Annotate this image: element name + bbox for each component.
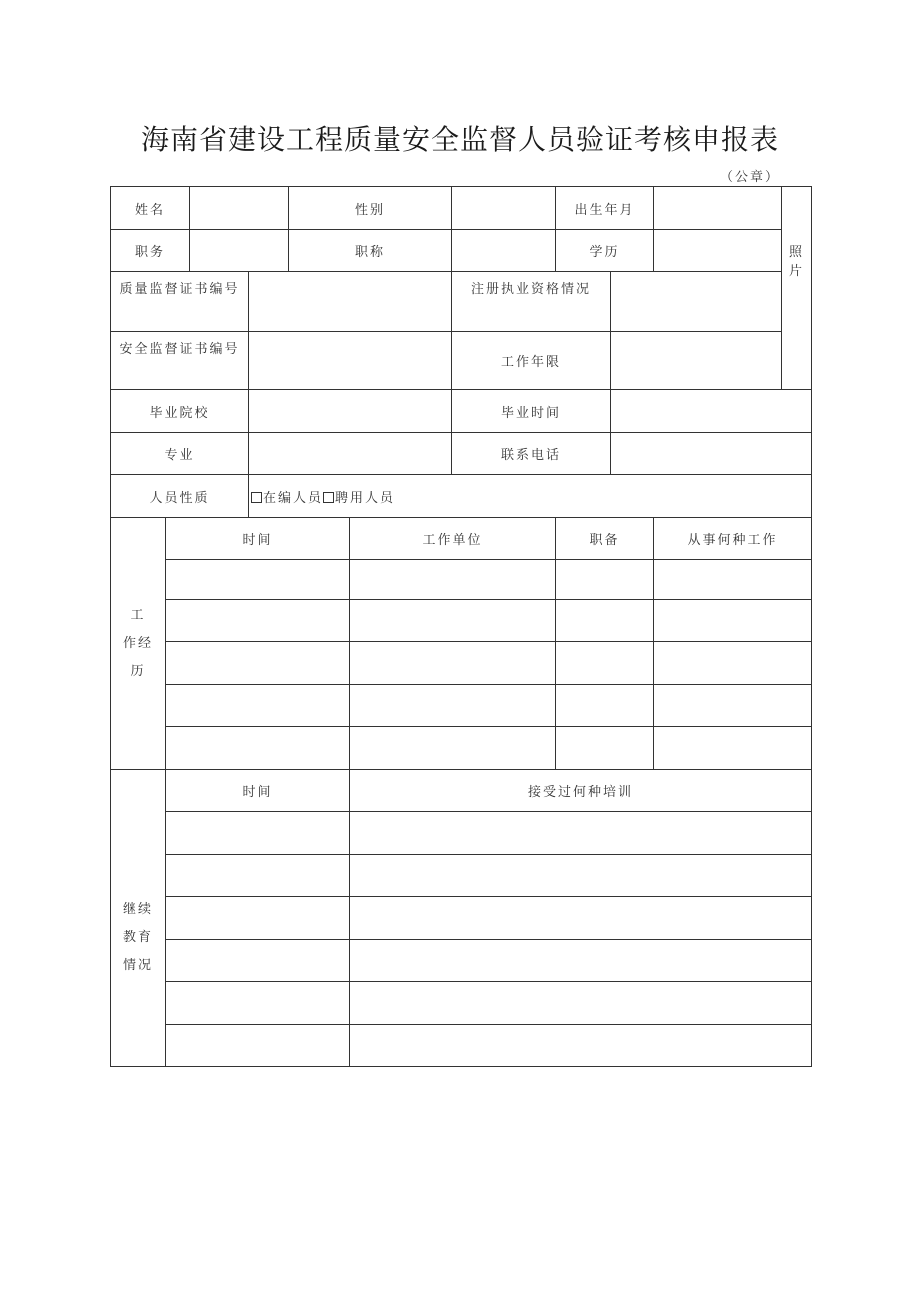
work-cell-employer[interactable] <box>350 560 556 600</box>
education-row <box>111 982 812 1025</box>
work-cell-duty[interactable] <box>556 600 654 642</box>
edu-cell-training[interactable] <box>350 940 812 982</box>
education-row <box>111 897 812 940</box>
birth-field[interactable] <box>654 187 782 230</box>
work-cell-role[interactable] <box>654 560 812 600</box>
work-cell-time[interactable] <box>166 727 350 770</box>
edu-header-training: 接受过何种培训 <box>350 770 812 812</box>
work-cell-time[interactable] <box>166 560 350 600</box>
photo-label: 照片 <box>789 245 805 279</box>
work-history-row <box>111 727 812 770</box>
position-field[interactable] <box>190 230 289 272</box>
work-cell-role[interactable] <box>654 642 812 685</box>
row-staff-type <box>111 475 812 518</box>
name-field[interactable] <box>190 187 289 230</box>
edu-cell-training[interactable] <box>350 897 812 940</box>
work-history-row <box>111 685 812 727</box>
work-history-header <box>111 518 812 560</box>
work-header-employer: 工作单位 <box>350 518 556 560</box>
work-cell-employer[interactable] <box>350 600 556 642</box>
row-position <box>111 230 812 272</box>
work-cell-duty[interactable] <box>556 727 654 770</box>
page-title: 海南省建设工程质量安全监督人员验证考核申报表 <box>140 123 779 156</box>
name-label: 姓名 <box>111 187 190 230</box>
edu-cell-time[interactable] <box>166 1025 350 1067</box>
work-years-field[interactable] <box>611 332 782 390</box>
gender-field[interactable] <box>452 187 556 230</box>
row-major <box>111 433 812 475</box>
application-form <box>110 186 812 1067</box>
work-cell-time[interactable] <box>166 685 350 727</box>
edu-cell-time[interactable] <box>166 940 350 982</box>
edu-cell-training[interactable] <box>350 812 812 855</box>
work-header-time: 时间 <box>166 518 350 560</box>
row-safety-cert <box>111 332 812 390</box>
work-header-role: 从事何种工作 <box>654 518 812 560</box>
birth-label: 出生年月 <box>556 187 654 230</box>
work-history-char-1: 工 <box>130 607 146 623</box>
work-history-row <box>111 642 812 685</box>
work-cell-time[interactable] <box>166 600 350 642</box>
major-label: 专业 <box>111 433 249 475</box>
job-title-label: 职称 <box>289 230 452 272</box>
education-row <box>111 855 812 897</box>
work-cell-time[interactable] <box>166 642 350 685</box>
major-field[interactable] <box>249 433 452 475</box>
stamp-note: （公章） <box>719 170 780 185</box>
education-row <box>111 1025 812 1067</box>
education-label: 学历 <box>556 230 654 272</box>
work-cell-duty[interactable] <box>556 642 654 685</box>
work-cell-role[interactable] <box>654 727 812 770</box>
school-label: 毕业院校 <box>111 390 249 433</box>
work-cell-duty[interactable] <box>556 685 654 727</box>
education-char-2: 教育 <box>122 930 153 945</box>
edu-cell-training[interactable] <box>350 1025 812 1067</box>
education-row <box>111 940 812 982</box>
option-staff-hired: 聘用人员 <box>335 490 396 506</box>
row-school <box>111 390 812 433</box>
work-history-row <box>111 600 812 642</box>
education-char-3: 情况 <box>122 958 153 973</box>
safety-cert-label: 安全监督证书编号 <box>111 332 249 390</box>
position-label: 职务 <box>111 230 190 272</box>
work-years-label: 工作年限 <box>452 332 611 390</box>
edu-header-time: 时间 <box>166 770 350 812</box>
row-name <box>111 187 812 230</box>
photo-area[interactable] <box>782 187 812 390</box>
option-staff-regular: 在编人员 <box>263 490 324 506</box>
staff-type-label: 人员性质 <box>111 475 249 518</box>
edu-cell-time[interactable] <box>166 855 350 897</box>
row-quality-cert <box>111 272 812 332</box>
education-header <box>111 770 812 812</box>
checkbox-staff-regular[interactable] <box>251 492 262 503</box>
edu-cell-time[interactable] <box>166 982 350 1025</box>
education-row <box>111 812 812 855</box>
education-section-label <box>111 770 166 1067</box>
edu-cell-time[interactable] <box>166 897 350 940</box>
gender-label: 性别 <box>289 187 452 230</box>
work-cell-employer[interactable] <box>350 642 556 685</box>
edu-cell-time[interactable] <box>166 812 350 855</box>
work-history-row <box>111 560 812 600</box>
checkbox-staff-hired[interactable] <box>323 492 334 503</box>
work-cell-employer[interactable] <box>350 685 556 727</box>
education-field[interactable] <box>654 230 782 272</box>
school-field[interactable] <box>249 390 452 433</box>
edu-cell-training[interactable] <box>350 982 812 1025</box>
safety-cert-field[interactable] <box>249 332 452 390</box>
edu-cell-training[interactable] <box>350 855 812 897</box>
education-char-1: 继续 <box>122 902 153 917</box>
work-header-duty: 职备 <box>556 518 654 560</box>
registration-label: 注册执业资格情况 <box>452 272 611 332</box>
work-history-char-3: 历 <box>130 663 146 679</box>
work-cell-role[interactable] <box>654 600 812 642</box>
registration-field[interactable] <box>611 272 782 332</box>
work-history-section-label <box>111 518 166 770</box>
phone-label: 联系电话 <box>452 433 611 475</box>
grad-time-label: 毕业时间 <box>452 390 611 433</box>
work-cell-duty[interactable] <box>556 560 654 600</box>
staff-type-options <box>249 475 812 518</box>
work-history-char-2: 作经 <box>122 635 153 651</box>
work-cell-employer[interactable] <box>350 727 556 770</box>
grad-time-field[interactable] <box>611 390 812 433</box>
work-cell-role[interactable] <box>654 685 812 727</box>
job-title-field[interactable] <box>452 230 556 272</box>
quality-cert-field[interactable] <box>249 272 452 332</box>
quality-cert-label: 质量监督证书编号 <box>111 272 249 332</box>
phone-field[interactable] <box>611 433 812 475</box>
